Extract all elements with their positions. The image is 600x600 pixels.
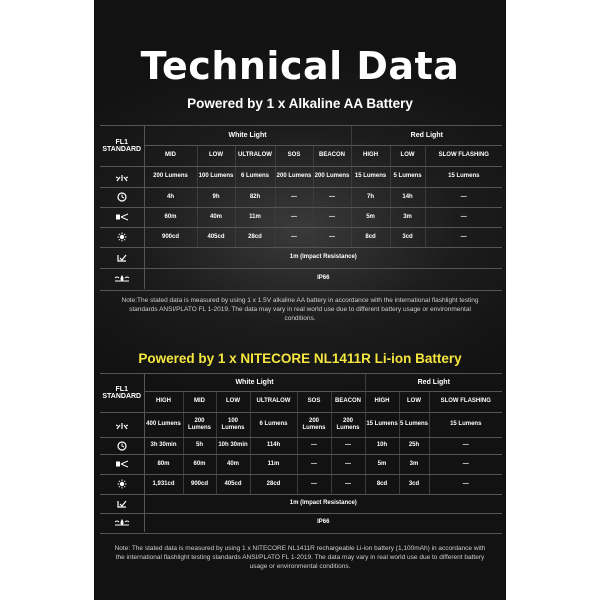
table-cell: 3cd — [390, 227, 425, 247]
table-cell: 200 Lumens — [144, 166, 197, 187]
mode-header: MID — [144, 145, 197, 166]
table-cell: — — [429, 454, 502, 474]
mode-header: HIGH — [351, 145, 390, 166]
table-cell: — — [313, 207, 351, 227]
section2-bottom-rule — [100, 533, 502, 534]
table-cell: 114h — [250, 437, 297, 454]
page-title: Technical Data — [140, 44, 460, 88]
table-cell: 14h — [390, 187, 425, 207]
section2-heading: Powered by 1 x NITECORE NL1411R Li-ion Battery — [138, 351, 462, 366]
table-cell: — — [331, 437, 365, 454]
table-cell: 3h 30min — [144, 437, 183, 454]
mode-header: BEACON — [313, 145, 351, 166]
impact-icon — [100, 247, 144, 268]
red-light-group: Red Light — [365, 374, 502, 391]
table-cell: — — [297, 437, 331, 454]
table-cell: 5m — [365, 454, 399, 474]
mode-header: LOW — [390, 145, 425, 166]
standard-label: FL1 STANDARD — [100, 374, 144, 412]
table-cell: 40m — [197, 207, 235, 227]
table-cell: — — [429, 474, 502, 494]
table-cell: 900cd — [144, 227, 197, 247]
table-cell: 28cd — [250, 474, 297, 494]
table-cell: 5 Lumens — [399, 412, 429, 437]
table-cell: 15 Lumens — [365, 412, 399, 437]
table-cell: — — [425, 187, 502, 207]
table-cell: 6 Lumens — [250, 412, 297, 437]
table-cell: 7h — [351, 187, 390, 207]
table-cell: 405cd — [197, 227, 235, 247]
mode-header: SOS — [297, 391, 331, 412]
table-cell: 11m — [235, 207, 275, 227]
table-cell: 25h — [399, 437, 429, 454]
spec-poster — [94, 0, 506, 600]
table-cell: — — [331, 474, 365, 494]
table-cell: 200 Lumens — [297, 412, 331, 437]
runtime-icon — [100, 187, 144, 207]
mode-header: HIGH — [144, 391, 183, 412]
section1-bottom-rule — [100, 290, 502, 291]
runtime-icon — [100, 437, 144, 454]
table-cell: 400 Lumens — [144, 412, 183, 437]
section1-note: Note:The stated data is measured by using 1 x 1.5V alkaline AA battery in accordance with the international flashlight testing standards ANSI/PLATO FL 1-2019. The data may vary in real world use due to different battery usage or environmental conditions. — [121, 297, 479, 322]
table-cell: 10h 30min — [216, 437, 250, 454]
distance-icon — [100, 207, 144, 227]
distance-icon — [100, 454, 144, 474]
table-cell: 100 Lumens — [216, 412, 250, 437]
intensity-icon — [100, 227, 144, 247]
mode-header: BEACON — [331, 391, 365, 412]
output-icon — [100, 166, 144, 187]
impact-icon — [100, 494, 144, 513]
white-light-group: White Light — [144, 126, 351, 145]
table-cell: — — [275, 227, 313, 247]
section2-spec-table — [100, 374, 502, 532]
table-cell: 405cd — [216, 474, 250, 494]
table-cell: — — [275, 187, 313, 207]
table-cell: 900cd — [183, 474, 216, 494]
table-cell: 60m — [183, 454, 216, 474]
intensity-icon — [100, 474, 144, 494]
table-cell: — — [425, 227, 502, 247]
table-cell: 5 Lumens — [390, 166, 425, 187]
section1-spec-table — [100, 126, 502, 289]
waterproof-icon — [100, 268, 144, 289]
table-cell: 10h — [365, 437, 399, 454]
mode-header: SOS — [275, 145, 313, 166]
mode-header: HIGH — [365, 391, 399, 412]
table-cell: — — [425, 207, 502, 227]
table-cell: 82h — [235, 187, 275, 207]
mode-header: ULTRALOW — [235, 145, 275, 166]
table-cell: 200 Lumens — [331, 412, 365, 437]
mode-header: SLOW FLASHING — [429, 391, 502, 412]
table-cell: 1,931cd — [144, 474, 183, 494]
table-cell: 60m — [144, 207, 197, 227]
table-cell: 200 Lumens — [183, 412, 216, 437]
table-cell: 15 Lumens — [425, 166, 502, 187]
table-cell: — — [313, 187, 351, 207]
waterproof-value: IP66 — [317, 519, 330, 526]
table-cell: 11m — [250, 454, 297, 474]
table-cell: — — [297, 454, 331, 474]
table-cell: — — [313, 227, 351, 247]
table-cell: 3m — [399, 454, 429, 474]
mode-header: LOW — [399, 391, 429, 412]
impact-value: 1m (Impact Resistance) — [144, 247, 502, 268]
table-cell: 6 Lumens — [235, 166, 275, 187]
standard-label: FL1 STANDARD — [100, 126, 144, 166]
mode-header: LOW — [197, 145, 235, 166]
impact-value: 1m (Impact Resistance) — [144, 494, 502, 513]
table-cell: — — [297, 474, 331, 494]
red-light-group: Red Light — [351, 126, 502, 145]
table-cell: 200 Lumens — [313, 166, 351, 187]
table-cell: 40m — [216, 454, 250, 474]
table-cell: 5m — [351, 207, 390, 227]
table-cell: 15 Lumens — [429, 412, 502, 437]
output-icon — [100, 412, 144, 437]
waterproof-icon — [100, 513, 144, 532]
table-cell: 8cd — [351, 227, 390, 247]
mode-header: ULTRALOW — [250, 391, 297, 412]
section1-heading: Powered by 1 x Alkaline AA Battery — [187, 96, 413, 111]
table-cell: 200 Lumens — [275, 166, 313, 187]
table-cell: 8cd — [365, 474, 399, 494]
table-cell: 28cd — [235, 227, 275, 247]
table-cell: — — [331, 454, 365, 474]
table-cell: 5h — [183, 437, 216, 454]
table-cell: — — [429, 437, 502, 454]
white-light-group: White Light — [144, 374, 365, 391]
table-cell: 15 Lumens — [351, 166, 390, 187]
table-cell: 80m — [144, 454, 183, 474]
mode-header: MID — [183, 391, 216, 412]
table-cell: 9h — [197, 187, 235, 207]
mode-header: SLOW FLASHING — [425, 145, 502, 166]
mode-header: LOW — [216, 391, 250, 412]
waterproof-value: IP66 — [317, 275, 330, 282]
section2-note: Note: The stated data is measured by using 1 x NITECORE NL1411R rechargeable Li-ion battery (1,100mAh) in accordance with the international flashlight testing standards ANSI/PLATO FL 1-2019. The data may vary in real world use due to different battery usage or environmental conditions. — [114, 545, 486, 570]
table-cell: 3m — [390, 207, 425, 227]
table-cell: 3cd — [399, 474, 429, 494]
table-cell: — — [275, 207, 313, 227]
table-cell: 4h — [144, 187, 197, 207]
table-cell: 100 Lumens — [197, 166, 235, 187]
